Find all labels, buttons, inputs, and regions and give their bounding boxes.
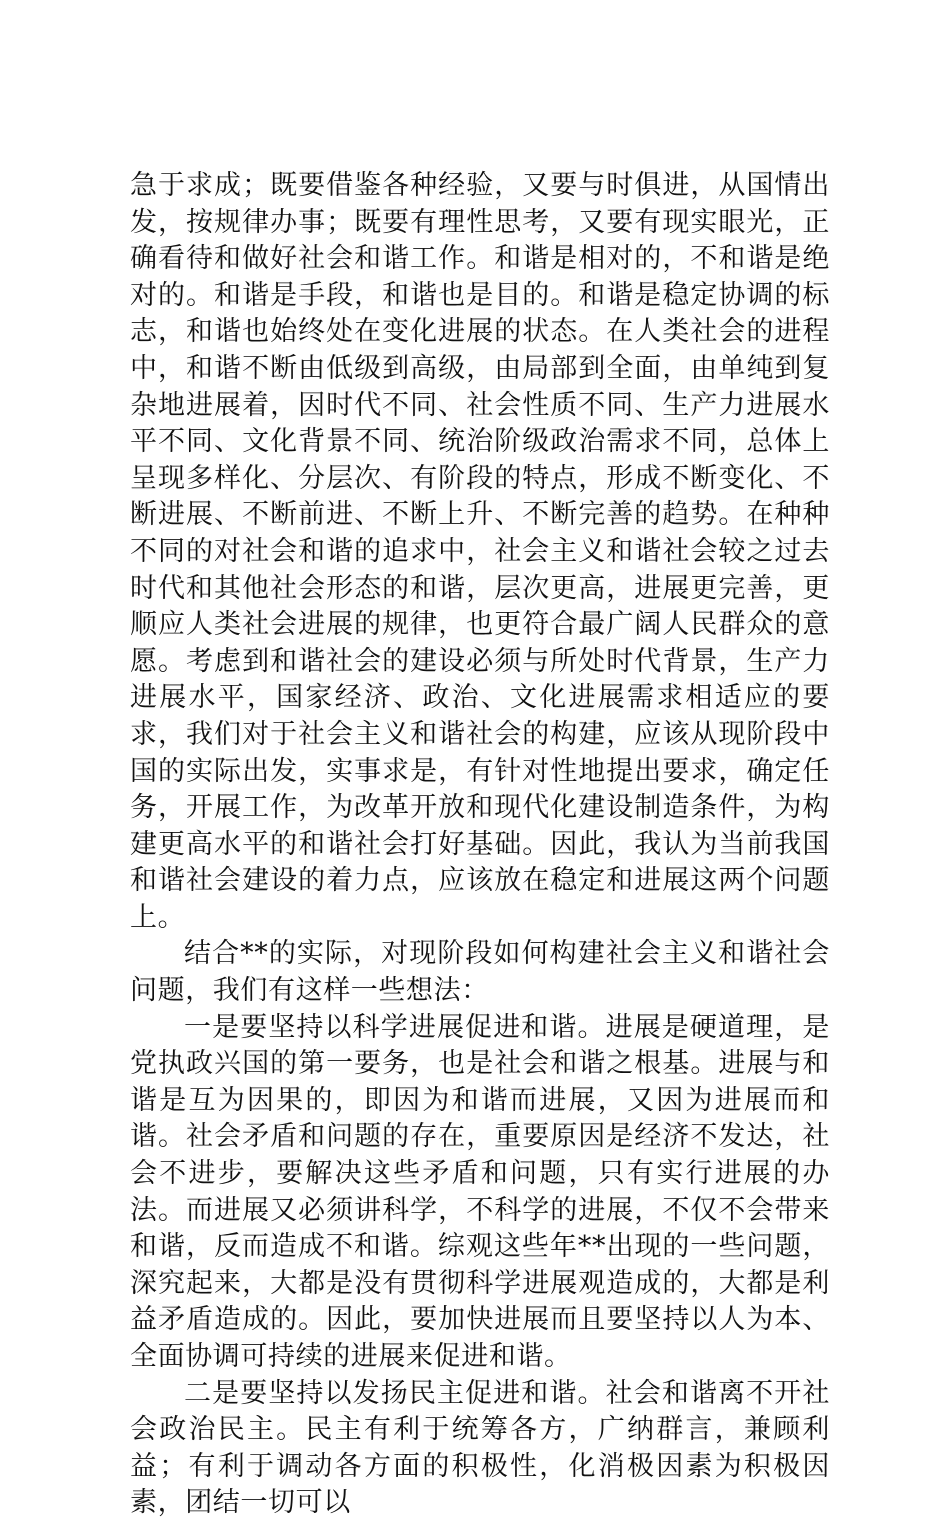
paragraph-4: 二是要坚持以发扬民主促进和谐。社会和谐离不开社会政治民主。民主有利于统筹各方，广纳群言，兼顾利益；有利于调动各方面的积极性，化消极因素为积极因素，团结一切可以	[130, 1377, 830, 1519]
paragraph-3: 一是要坚持以科学进展促进和谐。进展是硬道理，是党执政兴国的第一要务，也是社会和谐之根基。进展与和谐是互为因果的，即因为和谐而进展，又因为进展而和谐。社会矛盾和问题的存在，重要原因是经济不发达，社会不进步，要解决这些矛盾和问题，只有实行进展的办法。而进展又必须讲科学，不科学的进展，不仅不会带来和谐，反而造成不和谐。综观这些年**出现的一些问题，深究起来，大都是没有贯彻科学进展观造成的，大都是利益矛盾造成的。因此，要加快进展而且要坚持以人为本、全面协调可持续的进展来促进和谐。	[130, 1011, 830, 1372]
document-body	[130, 168, 830, 1522]
paragraph-1: 急于求成；既要借鉴各种经验，又要与时俱进，从国情出发，按规律办事；既要有理性思考，又要有现实眼光，正确看待和做好社会和谐工作。和谐是相对的，不和谐是绝对的。和谐是手段，和谐也是目的。和谐是稳定协调的标志，和谐也始终处在变化进展的状态。在人类社会的进程中，和谐不断由低级到高级，由局部到全面，由单纯到复杂地进展着，因时代不同、社会性质不同、生产力进展水平不同、文化背景不同、统治阶级政治需求不同，总体上呈现多样化、分层次、有阶段的特点，形成不断变化、不断进展、不断前进、不断上升、不断完善的趋势。在种种不同的对社会和谐的追求中，社会主义和谐社会较之过去时代和其他社会形态的和谐，层次更高，进展更完善，更顺应人类社会进展的规律，也更符合最广阔人民群众的意愿。考虑到和谐社会的建设必须与所处时代背景，生产力进展水平，国家经济、政治、文化进展需求相适应的要求，我们对于社会主义和谐社会的构建，应该从现阶段中国的实际出发，实事求是，有针对性地提出要求，确定任务，开展工作，为改革开放和现代化建设制造条件，为构建更高水平的和谐社会打好基础。因此，我认为当前我国和谐社会建设的着力点，应该放在稳定和进展这两个问题上。	[130, 170, 830, 933]
paragraph-2: 结合**的实际，对现阶段如何构建社会主义和谐社会问题，我们有这样一些想法：	[130, 938, 830, 1007]
